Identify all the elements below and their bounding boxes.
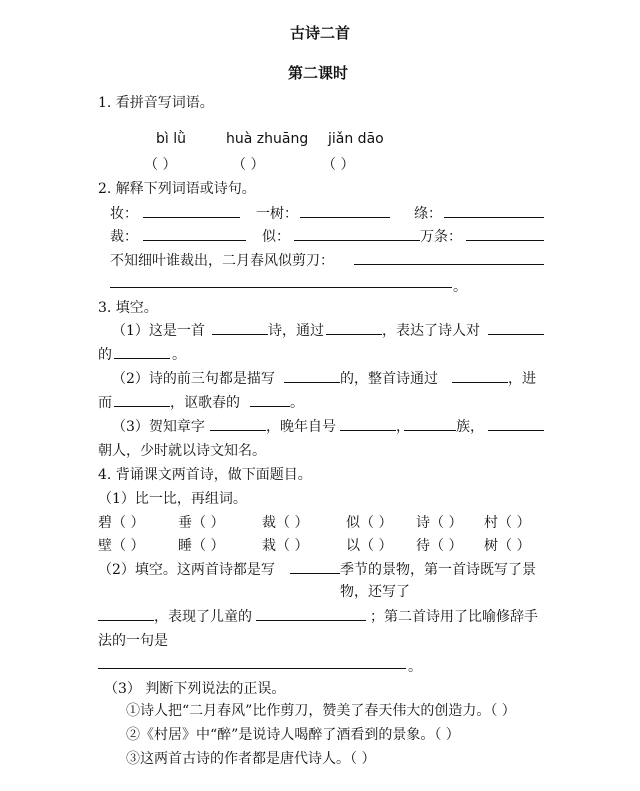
answer-line[interactable]: [404, 416, 456, 431]
compare-11[interactable]: 待（ ）: [416, 538, 463, 554]
answer-line[interactable]: [488, 320, 544, 335]
judge-2[interactable]: ②《村居》中“醉”是说诗人喝醉了酒看到的景象。（ ）: [126, 727, 460, 743]
q4-f1: （2）填空。这两首诗都是写: [98, 562, 275, 578]
q4-f2: 季节的景物，第一首诗既写了景物，还写了: [340, 562, 536, 600]
period: 。: [408, 659, 422, 675]
q3-c3: ，: [396, 419, 410, 435]
compare-7[interactable]: 壁（ ）: [98, 538, 145, 554]
q3-a5: 。: [172, 347, 186, 363]
answer-line[interactable]: [488, 416, 544, 431]
term-cai: 裁：: [110, 229, 138, 245]
compare-6[interactable]: 村（ ）: [484, 515, 531, 531]
answer-paren-2[interactable]: （ ）: [232, 157, 265, 173]
term-zhuang: 妆：: [110, 206, 138, 222]
compare-3[interactable]: 裁（ ）: [262, 515, 309, 531]
answer-line[interactable]: [110, 273, 452, 288]
answer-line[interactable]: [98, 654, 406, 669]
answer-line[interactable]: [294, 226, 420, 241]
q3-a3: ，表达了诗人对: [382, 323, 480, 339]
judge-heading: （3） 判断下列说法的正误。: [104, 681, 286, 697]
answer-line[interactable]: [452, 368, 508, 383]
judge-1[interactable]: ①诗人把“二月春风”比作剪刀，赞美了春天伟大的创造力。（ ）: [126, 703, 516, 719]
q3-b1: （2）诗的前三句都是描写: [112, 371, 275, 387]
compare-9[interactable]: 栽（ ）: [262, 538, 309, 554]
q3-b2: 的，整首诗通过: [340, 371, 438, 387]
term-wantiao: 万条：: [420, 229, 462, 245]
judge-3[interactable]: ③这两首古诗的作者都是唐代诗人。（ ）: [126, 751, 376, 767]
q3-b4: 而: [98, 395, 112, 411]
q3-c2: ，晚年自号: [266, 419, 336, 435]
answer-line[interactable]: [290, 559, 340, 574]
q3-b6: 。: [290, 395, 304, 411]
page-title: 古诗二首: [290, 24, 351, 42]
compare-5[interactable]: 诗（ ）: [416, 515, 463, 531]
answer-line[interactable]: [114, 392, 170, 407]
compare-12[interactable]: 树（ ）: [484, 538, 531, 554]
q3-b5: ，讴歌春的: [170, 395, 240, 411]
q3-c5: 朝人，少时就以诗文知名。: [98, 443, 266, 459]
period: 。: [453, 279, 467, 295]
answer-line[interactable]: [250, 392, 290, 407]
answer-line[interactable]: [300, 203, 390, 218]
q3-c4: 族，: [456, 419, 484, 435]
answer-line[interactable]: [284, 368, 340, 383]
poem-line: 不知细叶谁裁出，二月春风似剪刀：: [110, 253, 334, 269]
answer-line[interactable]: [326, 320, 382, 335]
answer-line[interactable]: [354, 250, 544, 265]
answer-line[interactable]: [114, 344, 170, 359]
q2-heading: 2. 解释下列词语或诗句。: [98, 181, 256, 197]
compare-4[interactable]: 似（ ）: [346, 515, 393, 531]
compare-1[interactable]: 碧（ ）: [98, 515, 145, 531]
term-si: 似：: [262, 229, 290, 245]
answer-paren-3[interactable]: （ ）: [322, 157, 355, 173]
pinyin-3: jiǎn dāo: [328, 131, 384, 147]
compare-10[interactable]: 以（ ）: [346, 538, 393, 554]
q3-heading: 3. 填空。: [98, 300, 158, 316]
answer-paren-1[interactable]: （ ）: [144, 157, 177, 173]
q1-heading: 1. 看拼音写词语。: [98, 95, 214, 111]
q4-heading: 4. 背诵课文两首诗，做下面题目。: [98, 467, 312, 483]
answer-line[interactable]: [466, 226, 544, 241]
answer-line[interactable]: [340, 416, 396, 431]
answer-line[interactable]: [143, 226, 246, 241]
answer-line[interactable]: [256, 606, 366, 621]
compare-8[interactable]: 睡（ ）: [178, 538, 225, 554]
answer-line[interactable]: [212, 320, 268, 335]
q3-a1: （1）这是一首: [112, 323, 205, 339]
q4-f5: 法的一句是: [98, 633, 168, 649]
q4-f4: ；第二首诗用了比喻修辞手: [370, 609, 538, 625]
q4-p1: （1）比一比，再组词。: [98, 491, 247, 507]
pinyin-1: bì lǜ: [156, 131, 186, 147]
answer-line[interactable]: [98, 606, 154, 621]
page-subtitle: 第二课时: [288, 64, 349, 82]
answer-line[interactable]: [210, 416, 266, 431]
compare-2[interactable]: 垂（ ）: [178, 515, 225, 531]
q3-a2: 诗，通过: [268, 323, 324, 339]
term-tao: 绦：: [414, 206, 442, 222]
q3-c1: （3）贺知章字: [112, 419, 205, 435]
answer-line[interactable]: [444, 203, 544, 218]
answer-line[interactable]: [143, 203, 240, 218]
pinyin-2: huà zhuāng: [226, 131, 309, 147]
term-yishu: 一树：: [256, 206, 298, 222]
q3-b3: ，进: [508, 371, 536, 387]
q3-a4: 的: [98, 347, 112, 363]
q4-f3: ，表现了儿童的: [154, 609, 252, 625]
